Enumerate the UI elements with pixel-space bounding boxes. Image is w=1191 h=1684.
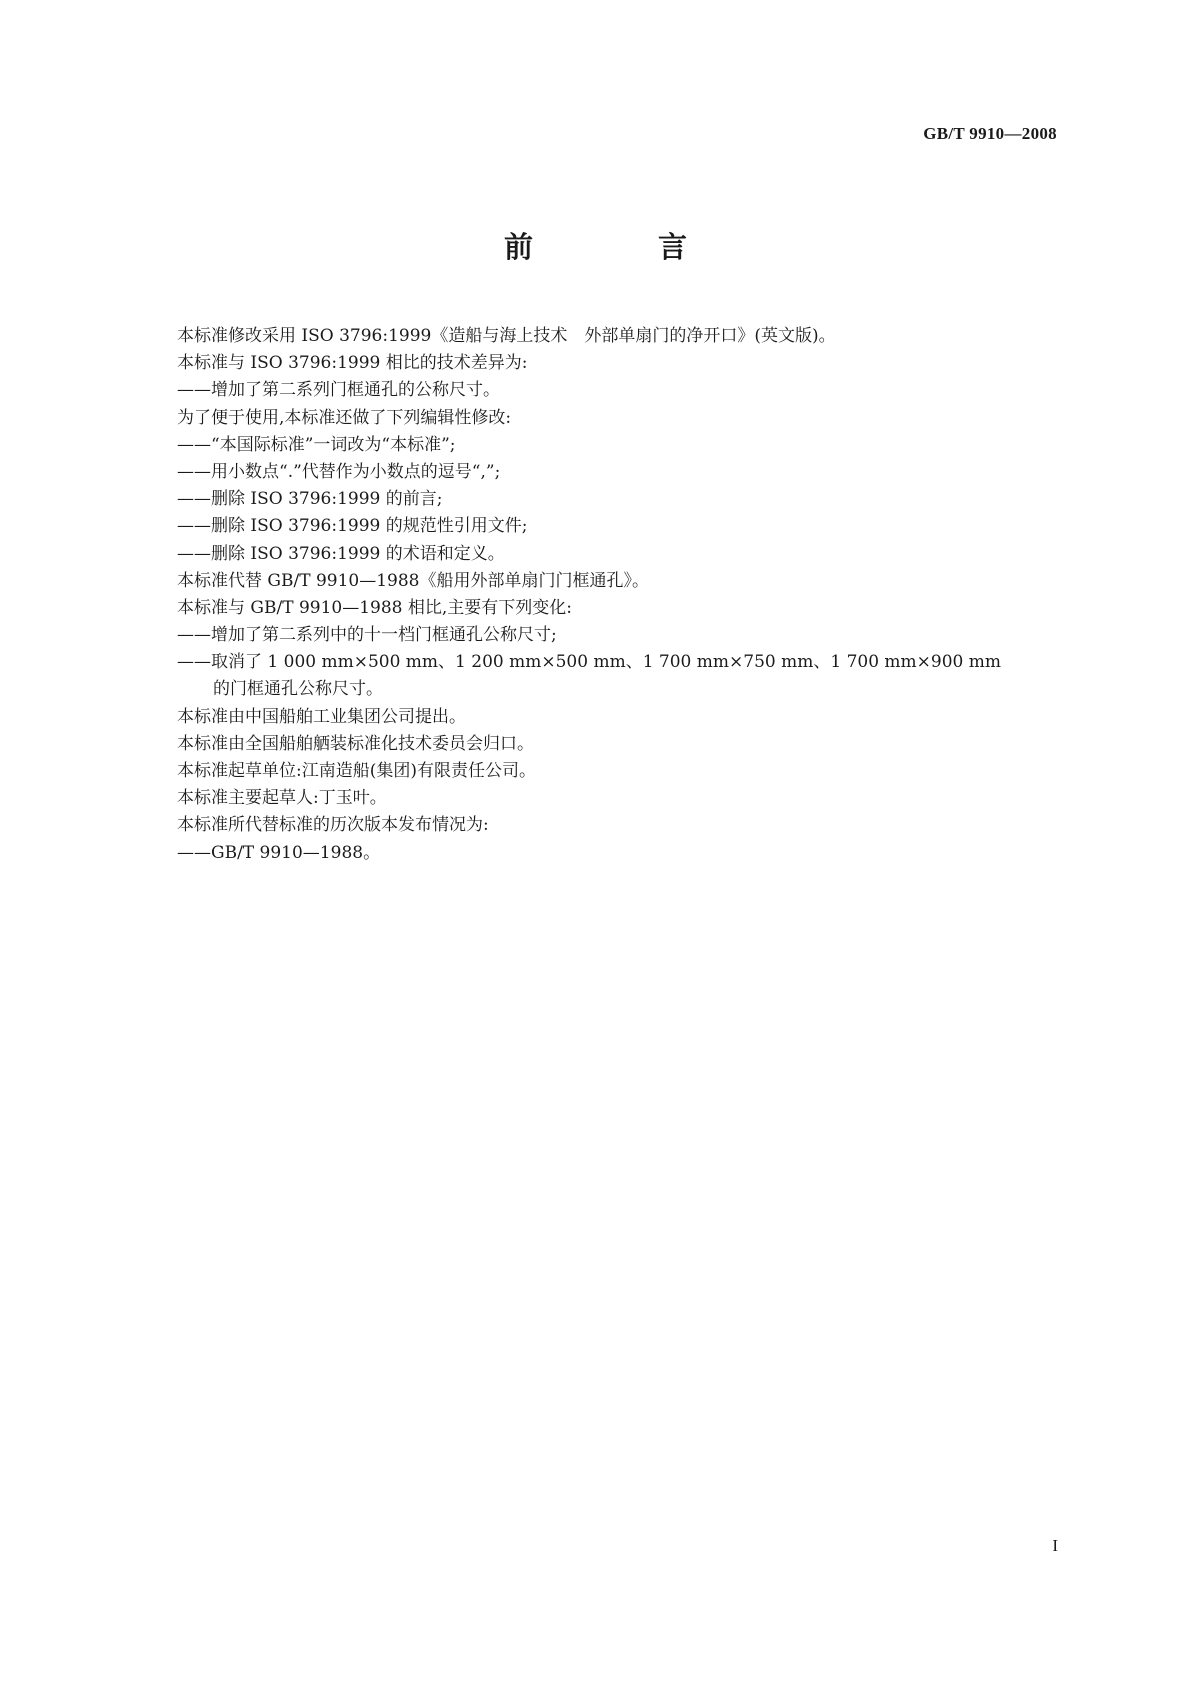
foreword-line: ——“本国际标准”一词改为“本标准”; xyxy=(177,434,456,455)
foreword-line: 本标准与 ISO 3796:1999 相比的技术差异为: xyxy=(177,353,528,374)
foreword-line: 本标准代替 GB/T 9910—1988《船用外部单扇门门框通孔》。 xyxy=(177,570,649,591)
foreword-line: ——增加了第二系列中的十一档门框通孔公称尺寸; xyxy=(177,625,557,646)
foreword-line: ——删除 ISO 3796:1999 的规范性引用文件; xyxy=(177,516,528,537)
page-title: 前 言 xyxy=(503,230,735,264)
foreword-line: 本标准由全国船舶舾装标准化技术委员会归口。 xyxy=(177,733,534,754)
foreword-line: ——删除 ISO 3796:1999 的术语和定义。 xyxy=(177,543,505,564)
foreword-line: ——增加了第二系列门框通孔的公称尺寸。 xyxy=(177,380,500,401)
foreword-line: 为了便于使用,本标准还做了下列编辑性修改: xyxy=(177,407,512,428)
foreword-line: 本标准主要起草人:丁玉叶。 xyxy=(177,788,387,809)
foreword-line: 本标准与 GB/T 9910—1988 相比,主要有下列变化: xyxy=(177,597,573,618)
standard-number: GB/T 9910—2008 xyxy=(923,124,1057,143)
page-number: I xyxy=(1052,1536,1058,1555)
foreword-line: ——取消了 1 000 mm×500 mm、1 200 mm×500 mm、1 700 mm×750 mm、1 700 mm×900 mm xyxy=(177,652,1001,673)
foreword-line: 本标准修改采用 ISO 3796:1999《造船与海上技术 外部单扇门的净开口》(英文版)。 xyxy=(177,326,836,346)
foreword-line: ——用小数点“.”代替作为小数点的逗号“,”; xyxy=(177,461,501,482)
foreword-line: ——删除 ISO 3796:1999 的前言; xyxy=(177,489,443,510)
foreword-line: 本标准所代替标准的历次版本发布情况为: xyxy=(177,815,489,836)
foreword-line: 本标准由中国船舶工业集团公司提出。 xyxy=(177,706,466,727)
foreword-line-continuation: 的门框通孔公称尺寸。 xyxy=(213,679,383,700)
foreword-body xyxy=(177,323,1057,867)
foreword-line: 本标准起草单位:江南造船(集团)有限责任公司。 xyxy=(177,761,536,781)
foreword-line: ——GB/T 9910—1988。 xyxy=(177,842,381,863)
